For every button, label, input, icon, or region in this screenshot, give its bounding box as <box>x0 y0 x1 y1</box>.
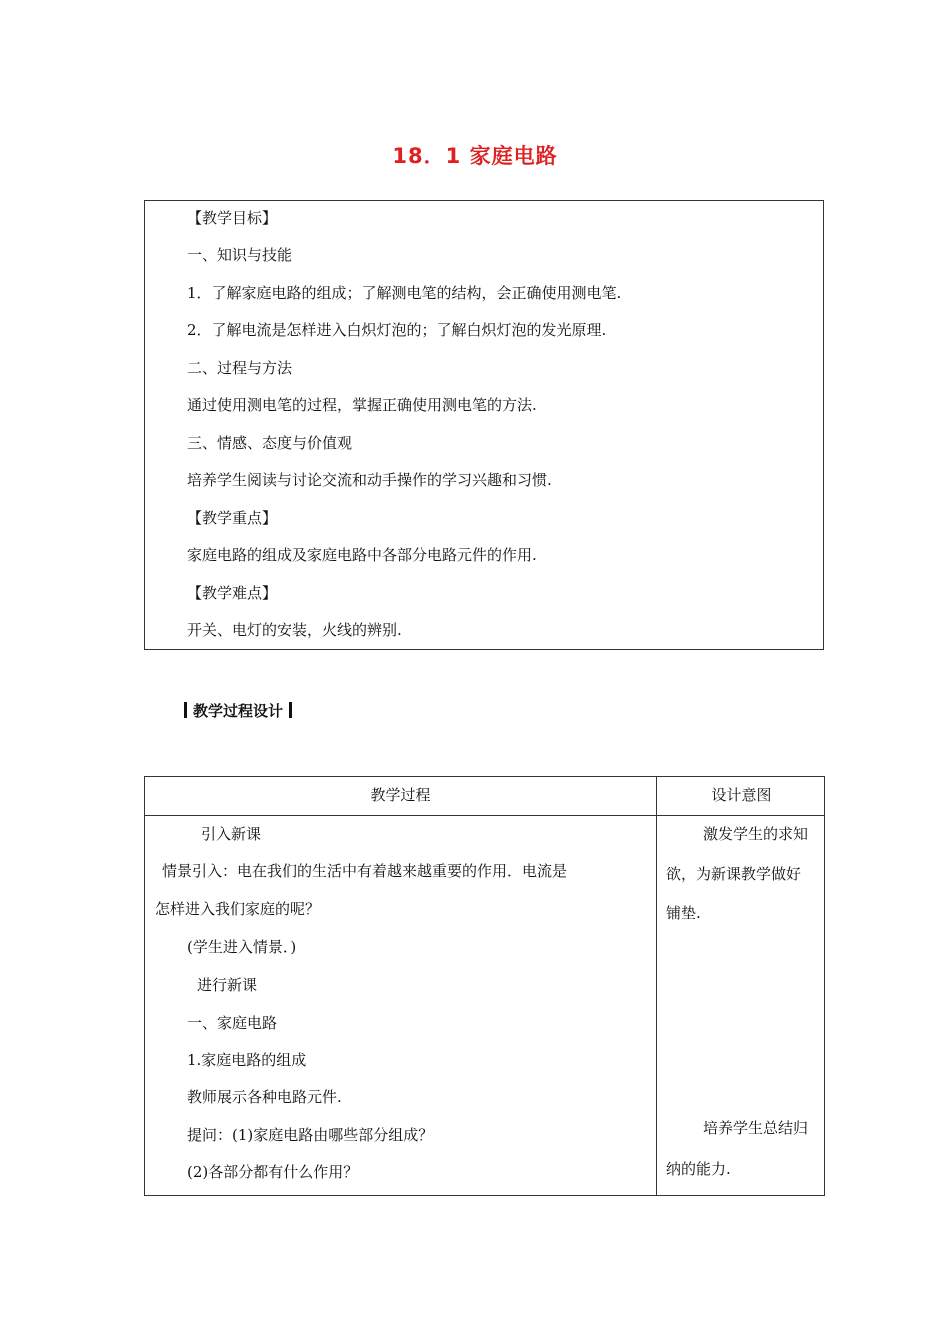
process-line: 引入新课 <box>201 825 262 843</box>
difficulties-heading: 【教学难点】 <box>187 584 278 602</box>
objectives-box <box>144 200 824 650</box>
knowledge-skills-heading: 一、知识与技能 <box>187 246 293 264</box>
intent-line: 纳的能力. <box>666 1160 731 1178</box>
difficulties-text: 开关、电灯的安装，火线的辨别. <box>187 621 402 639</box>
process-design-heading-text: 教学过程设计 <box>193 702 284 720</box>
table-header-divider <box>145 815 824 816</box>
process-line: 情景引入：电在我们的生活中有着越来越重要的作用．电流是 <box>162 862 568 880</box>
process-line: (2)各部分都有什么作用？ <box>187 1163 359 1181</box>
objectives-heading: 【教学目标】 <box>187 209 278 227</box>
process-method-text: 通过使用测电笔的过程，掌握正确使用测电笔的方法. <box>187 396 537 414</box>
emotion-values-text: 培养学生阅读与讨论交流和动手操作的学习兴趣和习惯. <box>187 471 552 489</box>
process-line: 提问：(1)家庭电路由哪些部分组成？ <box>187 1126 434 1144</box>
header-intent: 设计意图 <box>711 786 772 804</box>
process-line: (学生进入情景．) <box>187 938 297 956</box>
process-design-heading <box>184 700 292 721</box>
process-line: 1.家庭电路的组成 <box>187 1051 307 1069</box>
document-title: 18．1 家庭电路 <box>392 144 558 168</box>
intent-line: 铺垫. <box>666 904 701 922</box>
process-line: 一、家庭电路 <box>187 1014 278 1032</box>
emotion-values-heading: 三、情感、态度与价值观 <box>187 434 353 452</box>
process-method-heading: 二、过程与方法 <box>187 359 293 377</box>
intent-line: 欲，为新课教学做好 <box>666 865 802 883</box>
process-table <box>144 776 825 1196</box>
process-line: 怎样进入我们家庭的呢？ <box>155 900 321 918</box>
key-points-text: 家庭电路的组成及家庭电路中各部分电路元件的作用. <box>187 546 537 564</box>
process-line: 教师展示各种电路元件. <box>187 1088 342 1106</box>
process-line: 进行新课 <box>197 976 258 994</box>
header-process: 教学过程 <box>370 786 431 804</box>
key-points-heading: 【教学重点】 <box>187 509 278 527</box>
heading-bar-left <box>184 702 187 718</box>
intent-line: 激发学生的求知 <box>703 825 809 843</box>
objective-item-1: 1．了解家庭电路的组成；了解测电笔的结构，会正确使用测电笔. <box>187 284 622 302</box>
table-column-divider <box>656 777 657 1195</box>
intent-line: 培养学生总结归 <box>703 1119 809 1137</box>
objective-item-2: 2．了解电流是怎样进入白炽灯泡的；了解白炽灯泡的发光原理. <box>187 321 607 339</box>
heading-bar-right <box>289 702 292 718</box>
